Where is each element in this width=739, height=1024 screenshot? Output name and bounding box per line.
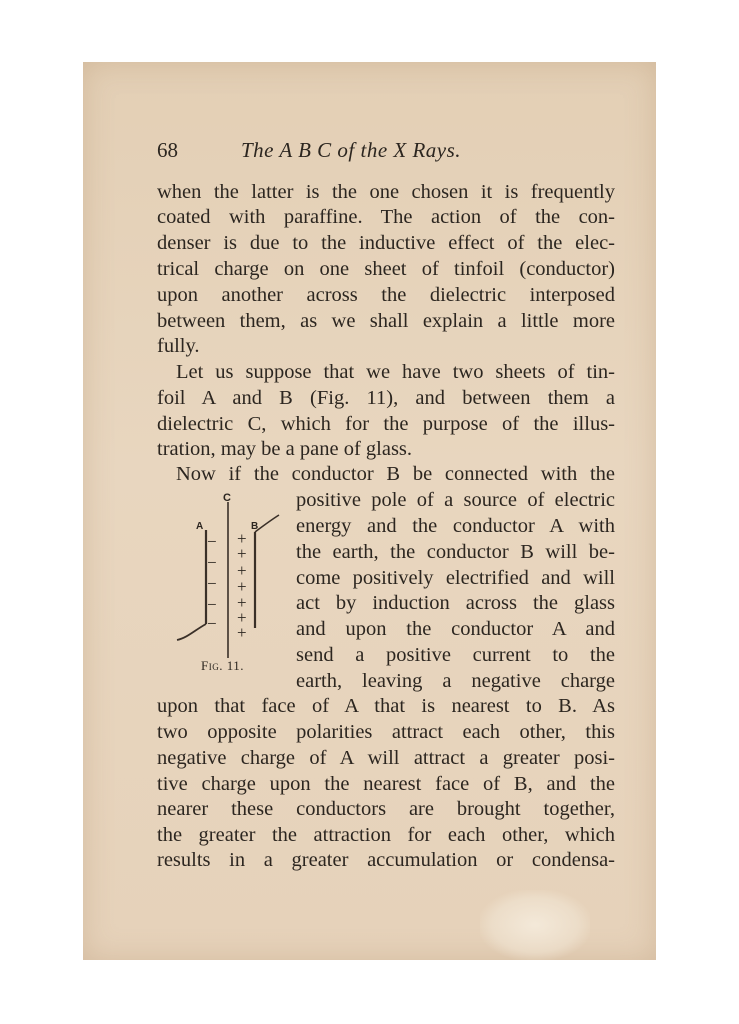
text-line: upon another across the dielectric interposed <box>157 284 615 306</box>
text-line: energy and the conductor A with <box>296 515 615 537</box>
condenser-figure <box>165 488 283 680</box>
page-header <box>157 138 617 166</box>
text-line: when the latter is the one chosen it is frequently <box>157 181 615 203</box>
text-line: coated with paraffine. The action of the con- <box>157 206 615 228</box>
page-number: 68 <box>157 138 178 162</box>
text-line: fully. <box>157 335 200 357</box>
text-line: trical charge on one sheet of tinfoil (conductor) <box>157 258 615 280</box>
text-line: come positively electrified and will <box>296 567 615 589</box>
text-line: send a positive current to the <box>296 644 615 666</box>
plus-sign: + <box>237 544 247 563</box>
paper-stain <box>480 890 590 960</box>
earth-wire <box>177 624 206 640</box>
text-line: tive charge upon the nearest face of B, and the <box>157 773 615 795</box>
minus-sign: − <box>207 595 217 614</box>
text-line: between them, as we shall explain a little more <box>157 310 615 332</box>
plus-sign: + <box>237 623 247 642</box>
positive-charges <box>237 529 247 642</box>
minus-sign: − <box>207 574 217 593</box>
text-line: tration, may be a pane of glass. <box>157 438 413 460</box>
label-a: A <box>196 521 204 532</box>
minus-sign: − <box>207 553 217 572</box>
text-line: nearer these conductors are brought together, <box>157 798 615 820</box>
text-line: positive pole of a source of electric <box>296 489 615 511</box>
text-line: negative charge of A will attract a greater posi- <box>157 747 615 769</box>
source-wire <box>255 515 279 532</box>
running-title: The A B C of the X Rays. <box>241 138 462 162</box>
text-line: upon that face of A that is nearest to B. As <box>157 695 615 717</box>
text-line: Now if the conductor B be connected with the <box>176 463 615 485</box>
label-c: C <box>223 492 231 504</box>
figure-caption: Fig. 11. <box>201 658 244 673</box>
minus-sign: − <box>207 614 217 633</box>
text-line: Let us suppose that we have two sheets of tin- <box>176 361 615 383</box>
plus-sign: + <box>237 561 247 580</box>
text-line: earth, leaving a negative charge <box>296 670 615 692</box>
text-line: dielectric C, which for the purpose of the illus- <box>157 413 615 435</box>
minus-sign: − <box>207 532 217 551</box>
text-line: foil A and B (Fig. 11), and between them a <box>157 387 615 409</box>
text-line: denser is due to the inductive effect of the elec- <box>157 232 615 254</box>
text-line: and upon the conductor A and <box>296 618 615 640</box>
text-line: the earth, the conductor B will be- <box>296 541 615 563</box>
plus-sign: + <box>237 593 247 612</box>
text-line: the greater the attraction for each other, which <box>157 824 615 846</box>
plus-sign: + <box>237 577 247 596</box>
label-b: B <box>251 521 259 532</box>
text-line: results in a greater accumulation or condensa- <box>157 849 615 871</box>
plus-sign: + <box>237 529 247 548</box>
text-line: act by induction across the glass <box>296 592 615 614</box>
negative-charges <box>207 532 217 633</box>
plus-sign: + <box>237 608 247 627</box>
text-line: two opposite polarities attract each other, this <box>157 721 615 743</box>
